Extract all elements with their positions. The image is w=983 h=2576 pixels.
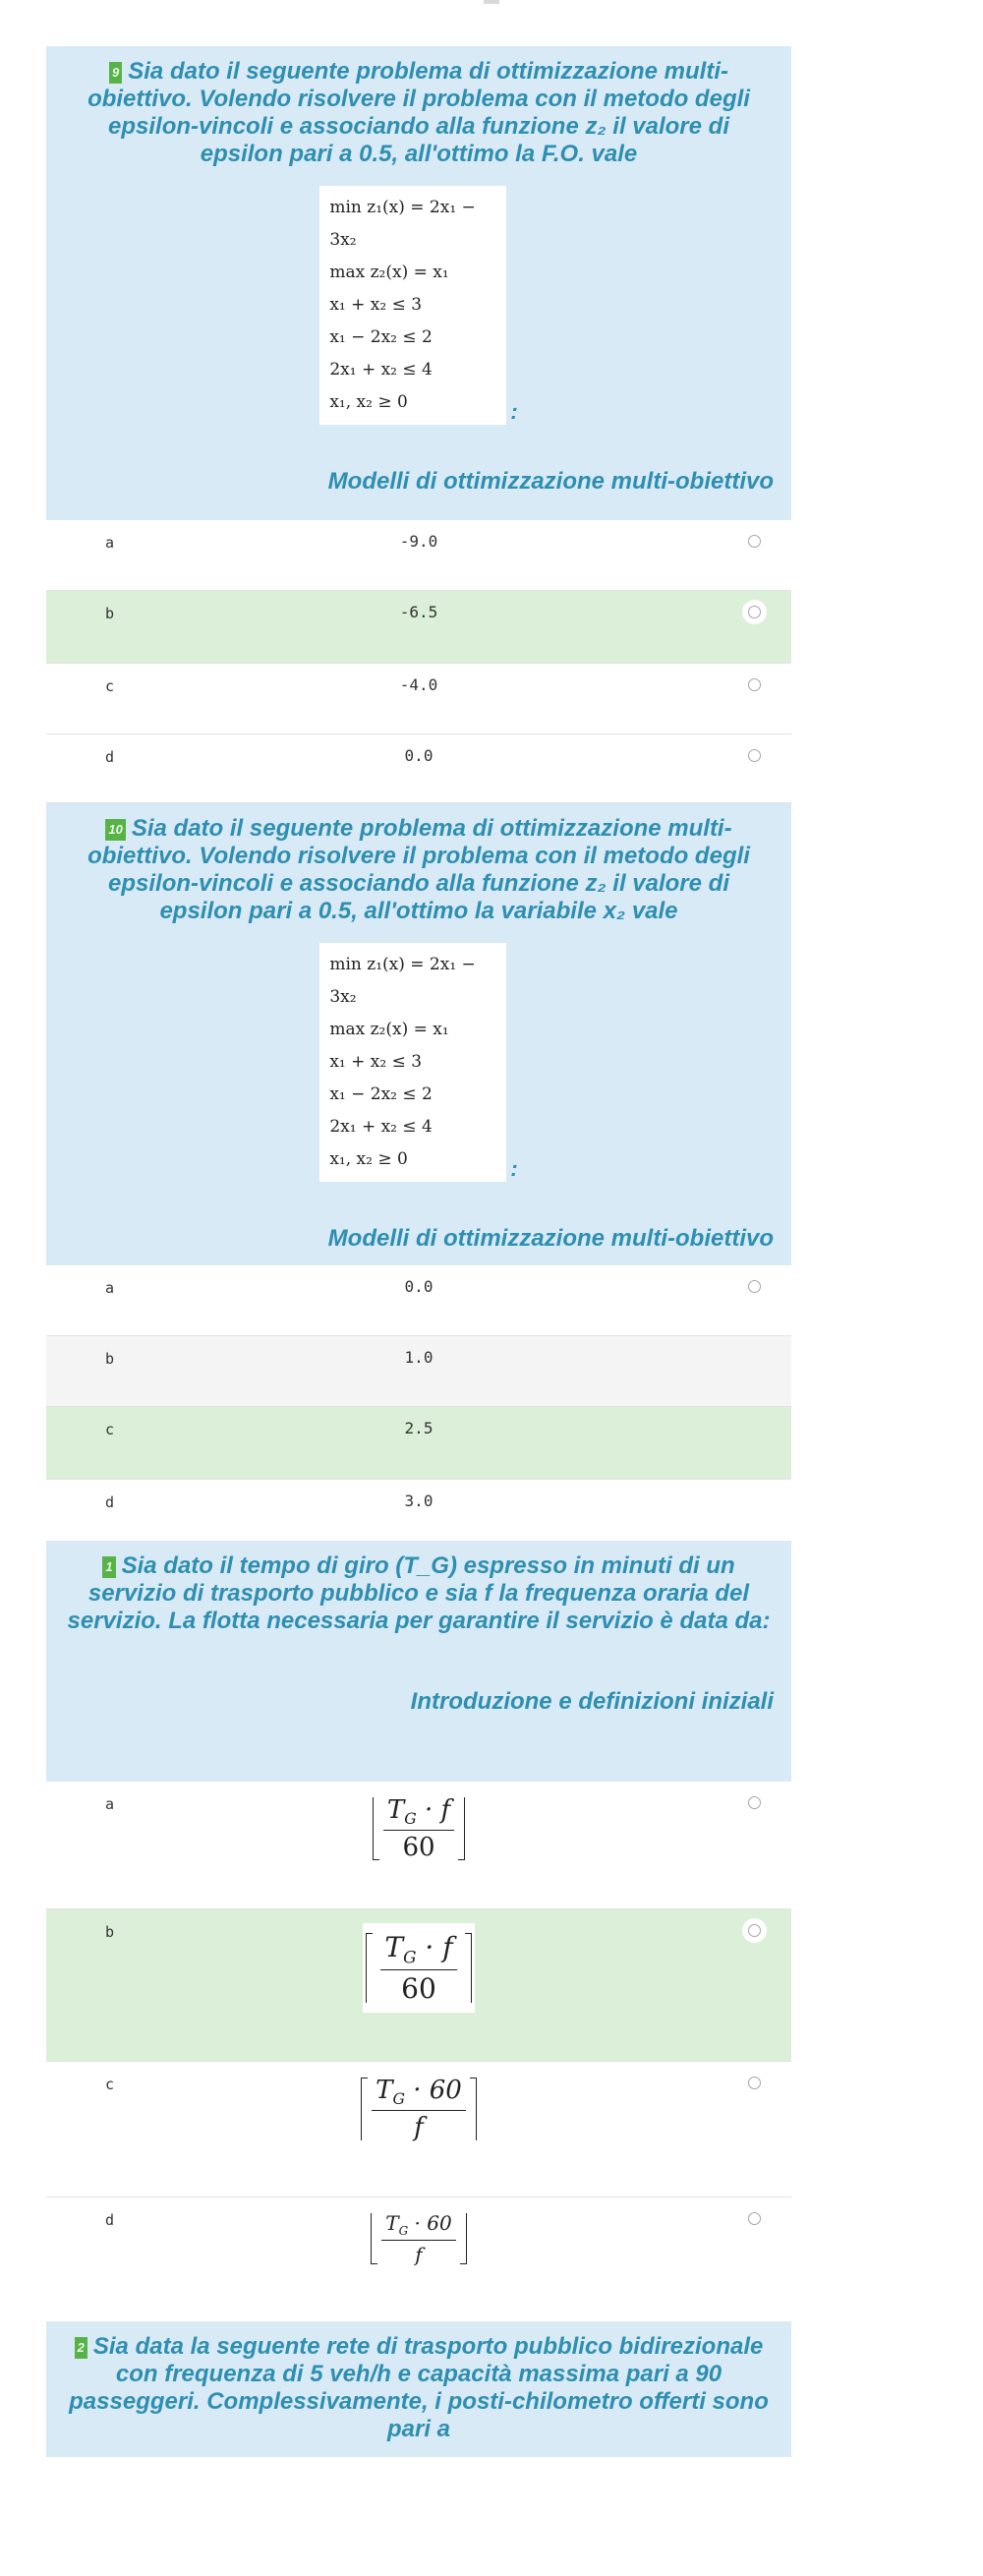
option-value: 1.0 — [404, 1348, 434, 1367]
subscript: G — [392, 2090, 405, 2109]
formula-floor — [370, 1795, 468, 1862]
question-number-badge: 1 — [102, 1556, 115, 1578]
answer-option-c[interactable] — [46, 2062, 791, 2197]
answer-option-a[interactable] — [46, 1265, 791, 1336]
equation-line: x₁ − 2x₂ ≤ 2 — [329, 1084, 433, 1104]
option-letter: b — [105, 1923, 115, 1941]
question-text: Sia data la seguente rete di trasporto pubblico bidirezionale con frequenza di 5 veh/h e capacità massima pari a 90 passeggeri. Complessivamente, i posti-chilometro offerti sono pari a — [69, 2333, 769, 2442]
answer-option-d[interactable] — [46, 1480, 791, 1549]
equation-system — [64, 186, 774, 425]
equation-line: x₁ − 2x₂ ≤ 2 — [329, 327, 433, 347]
option-letter: d — [105, 748, 115, 766]
formula-ceiling — [358, 2076, 480, 2142]
answer-option-b[interactable] — [46, 1336, 791, 1407]
option-letter: a — [105, 1795, 115, 1813]
option-letter: a — [105, 534, 115, 552]
option-radio[interactable] — [748, 1280, 761, 1293]
answer-option-d[interactable] — [46, 734, 791, 803]
formula-denominator: f — [415, 2243, 423, 2266]
question-number-badge: 10 — [105, 819, 125, 841]
option-letter: d — [105, 2211, 115, 2229]
question-header — [46, 803, 791, 1265]
formula-denominator: f — [414, 2113, 424, 2143]
topic-label: Introduzione e definizioni iniziali — [410, 1688, 774, 1715]
question-text: Sia dato il seguente problema di ottimizzazione multi-obiettivo. Volendo risolvere il problema con il metodo degli epsilon-vincoli e associando alla funzione z₂ il valore di epsilon pari a 0.5, all'ottimo la F.O. vale — [87, 58, 750, 167]
topic-label: Modelli di ottimizzazione multi-obiettivo — [327, 1225, 774, 1252]
answer-option-a[interactable] — [46, 520, 791, 591]
option-letter: b — [105, 1350, 115, 1368]
subscript: G — [398, 2224, 409, 2238]
equation-line: max z₂(x) = x₁ — [329, 1020, 449, 1039]
topic-label: Modelli di ottimizzazione multi-obiettivo — [327, 468, 774, 495]
colon: : — [510, 1156, 518, 1181]
formula-denominator: 60 — [402, 1833, 435, 1863]
option-radio[interactable] — [748, 535, 761, 548]
answer-option-c[interactable] — [46, 664, 791, 734]
question-number-badge: 9 — [109, 62, 122, 84]
option-value: 2.5 — [404, 1419, 434, 1437]
formula-numerator: $T_G \cdot f$ — [383, 1795, 454, 1831]
formula-floor — [368, 2211, 469, 2266]
equation-image — [319, 186, 506, 425]
option-radio[interactable] — [748, 678, 761, 691]
equation-line: min z₁(x) = 2x₁ − 3x₂ — [329, 955, 476, 1007]
option-radio[interactable] — [748, 2212, 761, 2225]
question-header — [46, 46, 791, 520]
formula-numerator: $T_G \cdot 60$ — [381, 2211, 455, 2241]
option-radio[interactable] — [748, 1796, 761, 1809]
subscript: G — [404, 1810, 417, 1829]
answer-option-d[interactable] — [46, 2197, 791, 2315]
equation-image — [319, 943, 506, 1182]
question-header — [46, 2321, 791, 2457]
option-letter: b — [105, 605, 115, 622]
equation-line: 2x₁ + x₂ ≤ 4 — [329, 360, 433, 380]
option-letter: c — [105, 2076, 115, 2093]
option-letter: c — [105, 1421, 115, 1438]
option-letter: c — [105, 677, 115, 695]
option-value: 3.0 — [404, 1492, 434, 1510]
option-radio[interactable] — [748, 606, 761, 618]
question-text: Sia dato il seguente problema di ottimizzazione multi-obiettivo. Volendo risolvere il problema con il metodo degli epsilon-vincoli e associando alla funzione z₂ il valore di epsilon pari a 0.5, all'ottimo la variabile x₂ vale — [87, 815, 750, 924]
equation-line: x₁ + x₂ ≤ 3 — [329, 295, 423, 315]
question-9 — [46, 46, 791, 803]
equation-line: x₁, x₂ ≥ 0 — [329, 392, 408, 412]
colon: : — [510, 399, 518, 424]
top-scroll-mark — [484, 0, 499, 4]
question-number-badge: 2 — [75, 2337, 87, 2359]
answer-option-a[interactable] — [46, 1782, 791, 1909]
answer-option-b[interactable] — [46, 1909, 791, 2062]
question-1 — [46, 1541, 791, 2315]
option-radio[interactable] — [748, 749, 761, 762]
answer-option-b[interactable] — [46, 591, 791, 664]
formula-numerator: $T_G \cdot f$ — [380, 1931, 456, 1970]
question-10 — [46, 803, 791, 1549]
equation-line: max z₂(x) = x₁ — [329, 263, 449, 282]
question-text: Sia dato il tempo di giro (T_G) espresso in minuti di un servizio di trasporto pubblico e sia f la frequenza oraria del servizio. La flotta necessaria per garantire il servizio è data da: — [67, 1552, 771, 1634]
equation-line: x₁, x₂ ≥ 0 — [329, 1149, 408, 1169]
equation-system — [64, 943, 774, 1182]
option-value: -4.0 — [399, 675, 438, 694]
subscript: G — [403, 1947, 417, 1967]
formula-numerator: $T_G \cdot 60$ — [372, 2076, 466, 2111]
option-value: -9.0 — [399, 532, 438, 551]
option-letter: a — [105, 1279, 115, 1297]
question-2 — [46, 2321, 791, 2457]
equation-line: 2x₁ + x₂ ≤ 4 — [329, 1117, 433, 1137]
equation-line: min z₁(x) = 2x₁ − 3x₂ — [329, 198, 476, 250]
answer-option-c[interactable] — [46, 1407, 791, 1480]
option-letter: d — [105, 1493, 115, 1511]
formula-ceiling — [363, 1923, 474, 2013]
option-radio[interactable] — [748, 1924, 761, 1937]
question-header — [46, 1541, 791, 1782]
option-value: 0.0 — [404, 1277, 434, 1296]
formula-denominator: 60 — [401, 1971, 436, 2005]
equation-line: x₁ + x₂ ≤ 3 — [329, 1052, 423, 1072]
option-value: 0.0 — [404, 746, 434, 765]
option-value: -6.5 — [399, 603, 438, 621]
option-radio[interactable] — [748, 2077, 761, 2089]
